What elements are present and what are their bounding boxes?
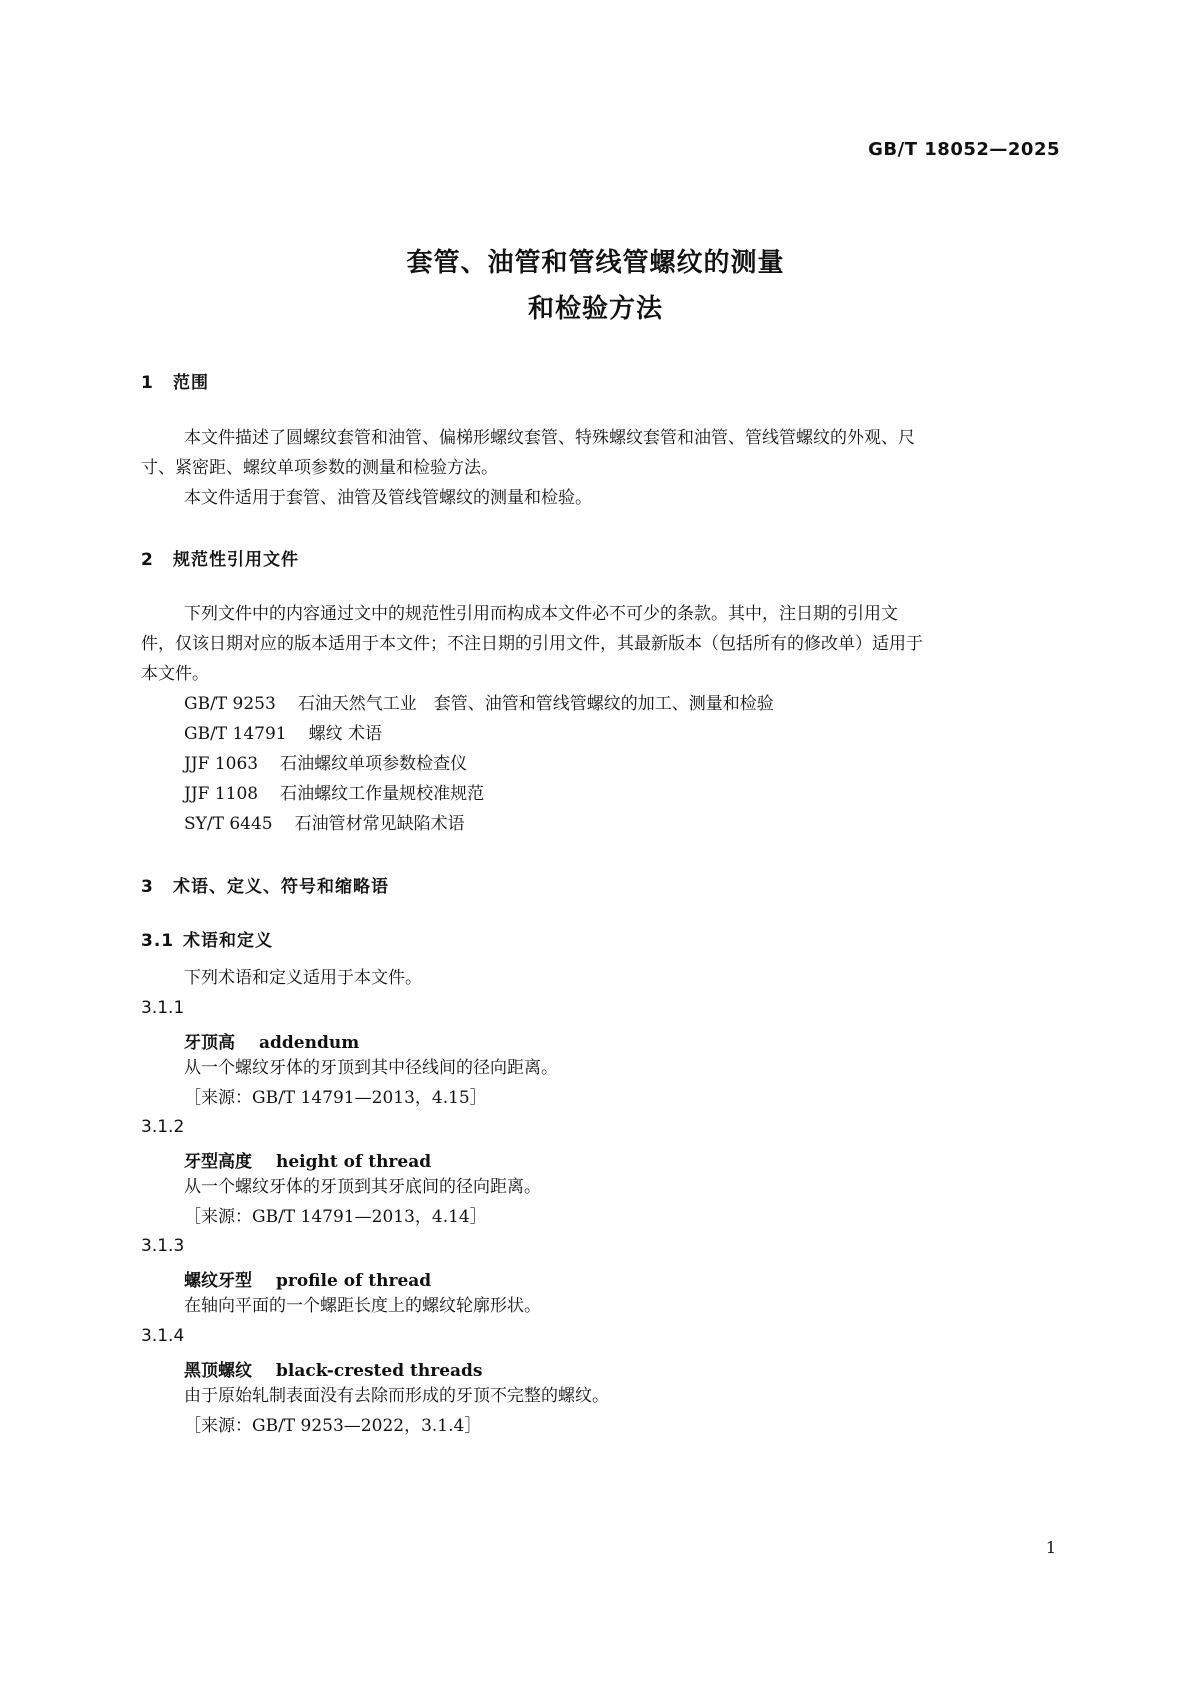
term-entry	[184, 1147, 431, 1172]
reference-code: SY/T 6445	[184, 814, 273, 834]
term-en: height of thread	[276, 1152, 432, 1172]
section-title: 规范性引用文件	[173, 550, 299, 570]
reference-code: GB/T 14791	[184, 724, 287, 744]
normative-reference	[184, 784, 484, 804]
subsection-number: 3.1	[141, 931, 175, 951]
reference-title: 石油管材常见缺陷术语	[294, 814, 465, 834]
paragraph: 下列文件中的内容通过文中的规范性引用而构成本文件必不可少的条款。其中，注日期的引用文	[184, 604, 898, 624]
reference-title: 石油螺纹单项参数检查仪	[280, 754, 468, 774]
document-title-line2: 和检验方法	[527, 294, 663, 324]
section-title: 范围	[173, 373, 209, 393]
term-source: ［来源：GB/T 14791—2013，4.14］	[184, 1207, 487, 1227]
normative-reference	[184, 724, 382, 744]
reference-code: JJF 1063	[184, 754, 259, 774]
section-3-heading	[141, 872, 389, 897]
document-title-line1: 套管、油管和管线管螺纹的测量	[406, 248, 785, 278]
normative-reference	[184, 754, 467, 774]
subsection-3-1-heading	[141, 926, 273, 951]
reference-title: 螺纹 术语	[308, 724, 383, 744]
reference-title: 石油天然气工业 套管、油管和管线管螺纹的加工、测量和检验	[297, 694, 774, 714]
subsection-title: 术语和定义	[183, 931, 273, 951]
paragraph: 件，仅该日期对应的版本适用于本文件；不注日期的引用文件，其最新版本（包括所有的修改单）适用于	[141, 634, 923, 654]
term-zh: 螺纹牙型	[184, 1271, 252, 1291]
paragraph: 本文件。	[141, 664, 209, 684]
term-definition: 从一个螺纹牙体的牙顶到其中径线间的径向距离。	[184, 1058, 558, 1078]
term-source: ［来源：GB/T 9253—2022，3.1.4］	[184, 1416, 482, 1436]
term-en: profile of thread	[276, 1271, 432, 1291]
term-number: 3.1.3	[141, 1236, 185, 1256]
normative-reference	[184, 694, 774, 714]
term-entry	[184, 1028, 359, 1053]
section-number: 1	[141, 373, 154, 393]
term-zh: 牙顶高	[184, 1033, 235, 1053]
normative-reference	[184, 814, 465, 834]
term-zh: 牙型高度	[184, 1152, 252, 1172]
term-definition: 在轴向平面的一个螺距长度上的螺纹轮廓形状。	[184, 1296, 541, 1316]
term-definition: 由于原始轧制表面没有去除而形成的牙顶不完整的螺纹。	[184, 1386, 609, 1406]
paragraph: 下列术语和定义适用于本文件。	[184, 968, 422, 988]
term-number: 3.1.4	[141, 1326, 185, 1346]
section-1-heading	[141, 368, 209, 393]
reference-code: GB/T 9253	[184, 694, 276, 714]
page-number: 1	[1045, 1538, 1056, 1557]
term-en: addendum	[259, 1033, 360, 1053]
term-number: 3.1.1	[141, 998, 185, 1018]
paragraph: 寸、紧密距、螺纹单项参数的测量和检验方法。	[141, 458, 498, 478]
term-source: ［来源：GB/T 14791—2013，4.15］	[184, 1088, 487, 1108]
section-number: 3	[141, 877, 154, 897]
section-number: 2	[141, 550, 154, 570]
paragraph: 本文件描述了圆螺纹套管和油管、偏梯形螺纹套管、特殊螺纹套管和油管、管线管螺纹的外观、尺	[184, 428, 915, 448]
term-entry	[184, 1266, 431, 1291]
term-entry	[184, 1356, 482, 1381]
reference-title: 石油螺纹工作量规校准规范	[280, 784, 485, 804]
section-2-heading	[141, 545, 299, 570]
term-en: black-crested threads	[276, 1361, 483, 1381]
term-zh: 黑顶螺纹	[184, 1361, 252, 1381]
term-definition: 从一个螺纹牙体的牙顶到其牙底间的径向距离。	[184, 1177, 541, 1197]
paragraph: 本文件适用于套管、油管及管线管螺纹的测量和检验。	[184, 488, 592, 508]
reference-code: JJF 1108	[184, 784, 259, 804]
term-number: 3.1.2	[141, 1117, 185, 1137]
section-title: 术语、定义、符号和缩略语	[173, 877, 389, 897]
standard-code: GB/T 18052—2025	[868, 139, 1060, 160]
